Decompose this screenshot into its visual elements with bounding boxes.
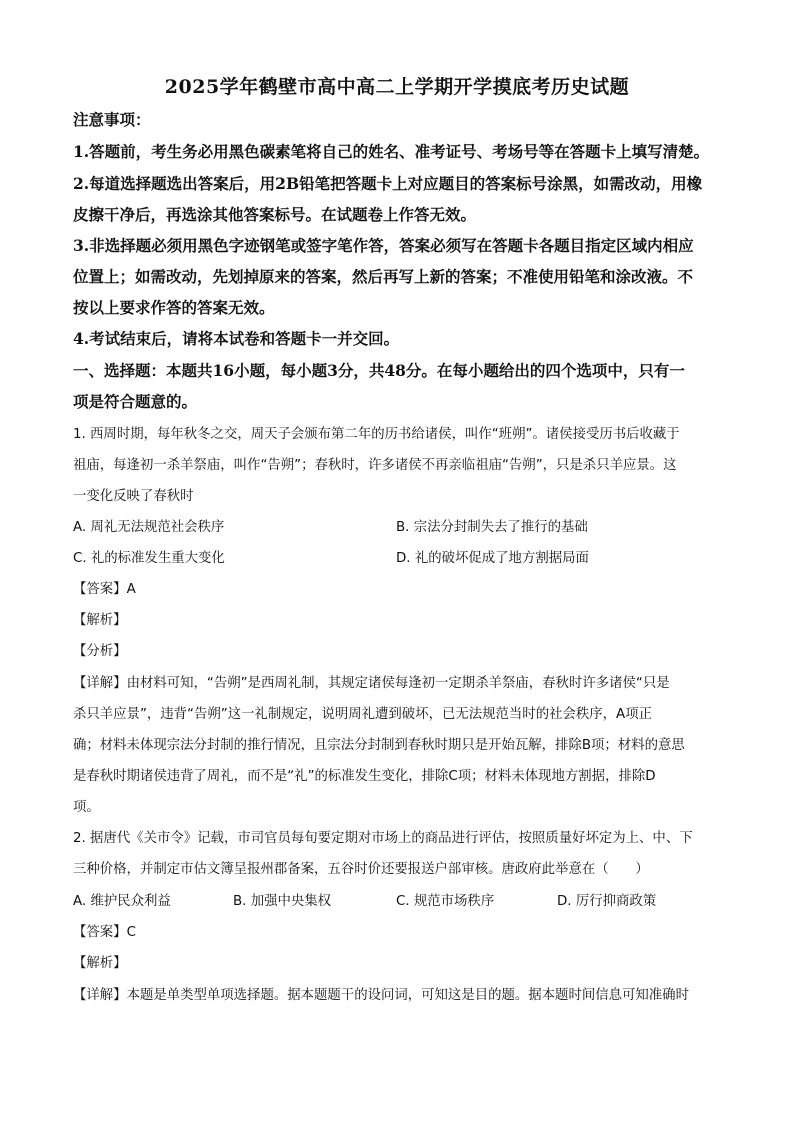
detail-label: 【详解】 <box>73 676 127 691</box>
q2-stem-line-1: 2. 据唐代《关市令》记载，市司官员每旬要定期对市场上的商品进行评估，按照质量好坏定为上、中、下 <box>73 831 693 846</box>
section-heading-line-1: 一、选择题：本题共16小题，每小题3分，共48分。在每小题给出的四个选项中，只有一 <box>73 361 685 380</box>
q2-analysis-label: 【解析】 <box>73 956 127 971</box>
q1-detail-line-3: 确；材料未体现宗法分封制的推行情况，且宗法分封制到春秋时期只是开始瓦解，排除B项；材料的意思 <box>73 738 685 753</box>
q2-stem-line-2: 三种价格，并制定市估文簿呈报州郡备案，五谷时价还要报送户部审核。唐政府此举意在（ ） <box>73 862 649 877</box>
q2-option-c: C. 规范市场秩序 <box>396 894 495 909</box>
notice-line-1: 1.答题前，考生务必用黑色碳素笔将自己的姓名、准考证号、考场号等在答题卡上填写清楚。 <box>73 142 710 161</box>
notice-line-7: 4.考试结束后，请将本试卷和答题卡一并交回。 <box>73 329 400 348</box>
q1-detail-line-5: 项。 <box>73 800 100 815</box>
q1-answer-row <box>73 578 733 597</box>
q2-option-d: D. 厉行抑商政策 <box>557 894 657 909</box>
notice-heading: 注意事项： <box>73 110 151 129</box>
answer-label: 【答案】 <box>73 582 127 597</box>
q1-fenxi-label: 【分析】 <box>73 644 127 659</box>
detail-label: 【详解】 <box>73 988 127 1003</box>
q1-option-b: B. 宗法分封制失去了推行的基础 <box>396 520 588 535</box>
notice-line-4: 3.非选择题必须用黑色字迹钢笔或签字笔作答，答案必须写在答题卡各题目指定区域内相应 <box>73 236 694 255</box>
q1-option-a: A. 周礼无法规范社会秩序 <box>73 520 225 535</box>
q1-option-d: D. 礼的破坏促成了地方割据局面 <box>396 551 589 566</box>
page-title: 2025学年鹤壁市高中高二上学期开学摸底考历史试题 <box>164 76 630 98</box>
q2-option-a: A. 维护民众利益 <box>73 894 171 909</box>
q1-detail-line-4: 是春秋时期诸侯违背了周礼，而不是“礼”的标准发生变化，排除C项；材料未体现地方割据，排除D <box>73 769 656 784</box>
notice-line-6: 按以上要求作答的答案无效。 <box>73 298 275 317</box>
q1-detail-line-1: 【详解】由材料可知，“告朔”是西周礼制，其规定诸侯每逢初一定期杀羊祭庙，春秋时许多诸侯“只是 <box>73 676 670 691</box>
q2-option-b: B. 加强中央集权 <box>233 894 332 909</box>
notice-line-3: 皮擦干净后，再选涂其他答案标号。在试题卷上作答无效。 <box>73 205 477 224</box>
answer-label: 【答案】 <box>73 925 127 940</box>
q2-detail-line-1: 【详解】本题是单类型单项选择题。据本题题干的设问词，可知这是目的题。据本题时间信息可知准确时 <box>73 988 689 1003</box>
q1-detail-line-2: 杀只羊应景”，违背“告朔”这一礼制规定，说明周礼遭到破坏，已无法规范当时的社会秩序，A项正 <box>73 707 652 722</box>
q1-answer-value: A <box>126 582 136 597</box>
q1-stem-line-3: 一变化反映了春秋时 <box>73 489 194 504</box>
q2-answer-value: C <box>126 925 136 940</box>
q1-stem-line-2: 祖庙，每逢初一杀羊祭庙，叫作“告朔”；春秋时，许多诸侯不再亲临祖庙“告朔”，只是杀只羊应景。这 <box>73 458 677 473</box>
notice-line-2: 2.每道选择题选出答案后，用2B铅笔把答题卡上对应题目的答案标号涂黑，如需改动，用橡 <box>73 174 703 193</box>
q2-answer-row <box>73 921 733 940</box>
q1-option-c: C. 礼的标准发生重大变化 <box>73 551 225 566</box>
notice-line-5: 位置上；如需改动，先划掉原来的答案，然后再写上新的答案；不准使用铅笔和涂改液。不 <box>73 267 694 286</box>
q1-analysis-label: 【解析】 <box>73 613 127 628</box>
q1-stem-line-1: 1. 西周时期，每年秋冬之交，周天子会颁布第二年的历书给诸侯，叫作“班朔”。诸侯接受历书后收藏于 <box>73 427 680 442</box>
section-heading-line-2: 项是符合题意的。 <box>73 392 198 411</box>
